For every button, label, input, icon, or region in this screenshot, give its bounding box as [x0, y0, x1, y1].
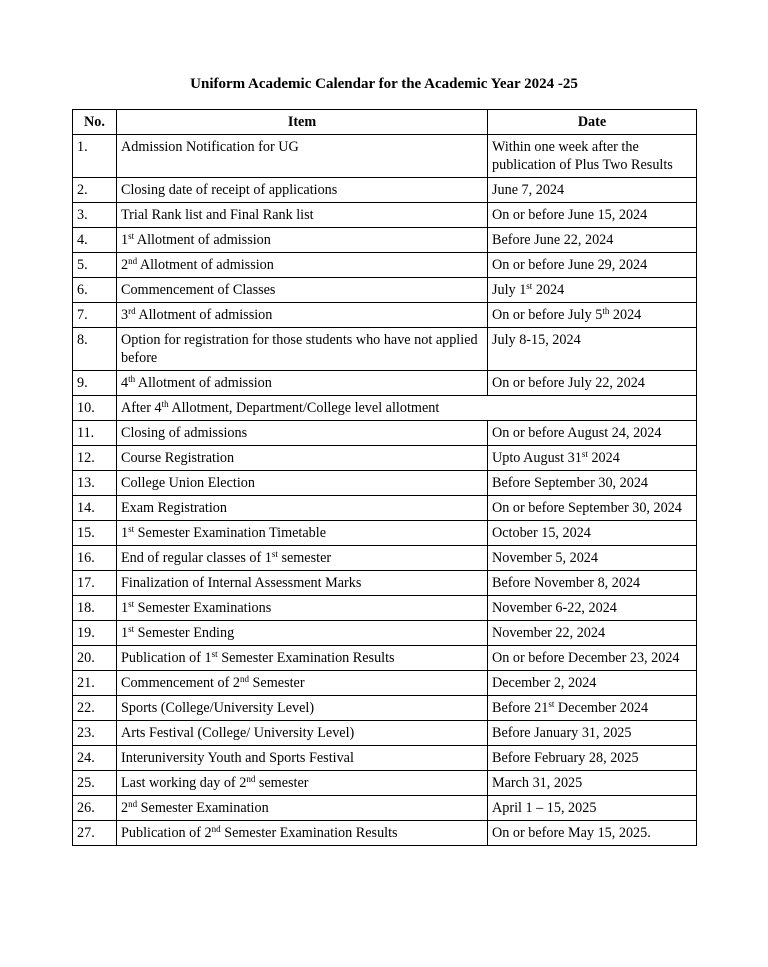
cell-text: Closing of admissions: [121, 425, 248, 441]
ordinal-suffix: nd: [128, 799, 138, 809]
row-date: [488, 671, 697, 696]
row-item: [117, 446, 488, 471]
table-row: [73, 178, 697, 203]
row-date: [488, 228, 697, 253]
row-date: [488, 496, 697, 521]
cell-text: Semester Examination Results: [220, 825, 398, 841]
row-number: 2.: [73, 178, 117, 203]
table-row: [73, 521, 697, 546]
table-row: [73, 328, 697, 371]
row-item: [117, 646, 488, 671]
ordinal-suffix: st: [128, 599, 135, 609]
table-row: [73, 621, 697, 646]
row-number: 9.: [73, 371, 117, 396]
row-item: [117, 521, 488, 546]
cell-text: Interuniversity Youth and Sports Festival: [121, 750, 354, 766]
row-date: [488, 571, 697, 596]
cell-text: On or before August 24, 2024: [492, 425, 662, 441]
ordinal-suffix: th: [128, 374, 136, 384]
cell-text: On or before May 15, 2025.: [492, 825, 651, 841]
table-row: [73, 446, 697, 471]
row-item: [117, 303, 488, 328]
row-number: 18.: [73, 596, 117, 621]
cell-text: End of regular classes of 1: [121, 550, 272, 566]
row-number: 6.: [73, 278, 117, 303]
row-number: 13.: [73, 471, 117, 496]
cell-text: Before January 31, 2025: [492, 725, 632, 741]
row-item: [117, 328, 488, 371]
row-date: [488, 203, 697, 228]
cell-text: 2024: [609, 307, 642, 323]
cell-text: Within one week after the publication of Plus Two Results: [492, 139, 673, 173]
row-number: 7.: [73, 303, 117, 328]
row-date: [488, 328, 697, 371]
table-row: [73, 746, 697, 771]
table-row: [73, 303, 697, 328]
cell-text: Semester Examinations: [134, 600, 272, 616]
row-number: 8.: [73, 328, 117, 371]
row-number: 21.: [73, 671, 117, 696]
table-row: [73, 771, 697, 796]
row-date: [488, 303, 697, 328]
header-no: No.: [73, 110, 117, 135]
cell-text: semester: [255, 775, 309, 791]
cell-text: Semester Examination Results: [217, 650, 395, 666]
row-number: 5.: [73, 253, 117, 278]
row-date: [488, 446, 697, 471]
row-date: [488, 471, 697, 496]
cell-text: Commencement of Classes: [121, 282, 276, 298]
table-row: [73, 646, 697, 671]
ordinal-suffix: st: [211, 649, 218, 659]
cell-text: Admission Notification for UG: [121, 139, 299, 155]
cell-text: July 8-15, 2024: [492, 332, 581, 348]
cell-text: Allotment of admission: [135, 375, 272, 391]
cell-text: Finalization of Internal Assessment Marks: [121, 575, 362, 591]
row-item: [117, 471, 488, 496]
row-item: [117, 721, 488, 746]
row-date: [488, 421, 697, 446]
cell-text: November 5, 2024: [492, 550, 598, 566]
cell-text: Arts Festival (College/ University Level): [121, 725, 355, 741]
ordinal-suffix: rd: [128, 306, 136, 316]
ordinal-suffix: th: [161, 399, 169, 409]
row-item: [117, 278, 488, 303]
row-item: [117, 228, 488, 253]
row-number: 23.: [73, 721, 117, 746]
cell-text: Semester Ending: [134, 625, 235, 641]
cell-text: Allotment of admission: [134, 232, 271, 248]
row-number: 16.: [73, 546, 117, 571]
table-row: [73, 821, 697, 846]
header-date: Date: [488, 110, 697, 135]
row-date: [488, 746, 697, 771]
cell-text: On or before December 23, 2024: [492, 650, 680, 666]
cell-text: Semester: [249, 675, 305, 691]
cell-text: November 22, 2024: [492, 625, 606, 641]
calendar-table: [72, 109, 697, 846]
cell-text: Allotment, Department/College level allotment: [168, 400, 440, 416]
row-item: [117, 746, 488, 771]
row-date: [488, 371, 697, 396]
header-item: Item: [117, 110, 488, 135]
row-number: 27.: [73, 821, 117, 846]
cell-text: Exam Registration: [121, 500, 227, 516]
cell-text: On or before July 22, 2024: [492, 375, 645, 391]
ordinal-suffix: nd: [246, 774, 256, 784]
cell-text: On or before September 30, 2024: [492, 500, 682, 516]
cell-text: Before September 30, 2024: [492, 475, 649, 491]
cell-text: 1: [121, 625, 129, 641]
row-item: [117, 696, 488, 721]
ordinal-suffix: st: [128, 231, 135, 241]
cell-text: Last working day of 2: [121, 775, 247, 791]
cell-text: Closing date of receipt of applications: [121, 182, 338, 198]
table-row: [73, 228, 697, 253]
row-item: [117, 596, 488, 621]
table-row: [73, 546, 697, 571]
cell-text: October 15, 2024: [492, 525, 591, 541]
row-item: [117, 796, 488, 821]
row-item: [117, 396, 697, 421]
table-row: [73, 496, 697, 521]
row-number: 22.: [73, 696, 117, 721]
table-row: [73, 696, 697, 721]
cell-text: Before February 28, 2025: [492, 750, 639, 766]
table-row: [73, 253, 697, 278]
ordinal-suffix: th: [602, 306, 610, 316]
row-number: 20.: [73, 646, 117, 671]
cell-text: 3: [121, 307, 129, 323]
cell-text: Before June 22, 2024: [492, 232, 614, 248]
row-date: [488, 621, 697, 646]
ordinal-suffix: st: [548, 699, 555, 709]
cell-text: Trial Rank list and Final Rank list: [121, 207, 314, 223]
row-date: [488, 278, 697, 303]
row-item: [117, 821, 488, 846]
row-item: [117, 546, 488, 571]
row-number: 3.: [73, 203, 117, 228]
cell-text: Option for registration for those students who have not applied before: [121, 332, 478, 366]
row-number: 4.: [73, 228, 117, 253]
cell-text: Upto August 31: [492, 450, 582, 466]
cell-text: After 4: [121, 400, 162, 416]
cell-text: March 31, 2025: [492, 775, 583, 791]
row-number: 1.: [73, 135, 117, 178]
table-row: [73, 135, 697, 178]
row-item: [117, 371, 488, 396]
cell-text: Commencement of 2: [121, 675, 240, 691]
ordinal-suffix: nd: [240, 674, 249, 684]
row-number: 25.: [73, 771, 117, 796]
document-title: Uniform Academic Calendar for the Academic Year 2024 -25: [190, 76, 578, 92]
table-row: [73, 471, 697, 496]
cell-text: Publication of 2: [121, 825, 212, 841]
row-item: [117, 178, 488, 203]
header-row: [73, 110, 697, 135]
table-row: [73, 571, 697, 596]
cell-text: 4: [121, 375, 129, 391]
cell-text: Allotment of admission: [137, 257, 274, 273]
cell-text: December 2024: [554, 700, 649, 716]
row-date: [488, 135, 697, 178]
ordinal-suffix: st: [271, 549, 278, 559]
cell-text: 1: [121, 600, 129, 616]
table-row: [73, 278, 697, 303]
row-date: [488, 178, 697, 203]
ordinal-suffix: st: [581, 449, 588, 459]
ordinal-suffix: st: [526, 281, 533, 291]
table-row: [73, 421, 697, 446]
row-date: [488, 721, 697, 746]
cell-text: November 6-22, 2024: [492, 600, 617, 616]
cell-text: June 7, 2024: [492, 182, 565, 198]
cell-text: 1: [121, 232, 129, 248]
cell-text: Semester Examination Timetable: [134, 525, 327, 541]
cell-text: Publication of 1: [121, 650, 212, 666]
row-number: 17.: [73, 571, 117, 596]
cell-text: July 1: [492, 282, 527, 298]
row-date: [488, 771, 697, 796]
row-item: [117, 621, 488, 646]
row-item: [117, 135, 488, 178]
ordinal-suffix: nd: [211, 824, 221, 834]
row-number: 19.: [73, 621, 117, 646]
table-row: [73, 396, 697, 421]
cell-text: On or before June 15, 2024: [492, 207, 648, 223]
calendar-body: [73, 135, 697, 846]
row-item: [117, 203, 488, 228]
row-item: [117, 253, 488, 278]
cell-text: Allotment of admission: [135, 307, 273, 323]
table-row: [73, 796, 697, 821]
table-row: [73, 721, 697, 746]
ordinal-suffix: nd: [128, 256, 138, 266]
cell-text: 2024: [587, 450, 620, 466]
row-item: [117, 571, 488, 596]
cell-text: On or before June 29, 2024: [492, 257, 648, 273]
row-date: [488, 796, 697, 821]
cell-text: Course Registration: [121, 450, 235, 466]
cell-text: Before November 8, 2024: [492, 575, 641, 591]
cell-text: 2024: [532, 282, 565, 298]
row-item: [117, 421, 488, 446]
cell-text: 2: [121, 257, 129, 273]
table-row: [73, 596, 697, 621]
ordinal-suffix: st: [128, 624, 135, 634]
row-number: 24.: [73, 746, 117, 771]
row-item: [117, 671, 488, 696]
row-item: [117, 771, 488, 796]
row-date: [488, 646, 697, 671]
row-item: [117, 496, 488, 521]
row-date: [488, 546, 697, 571]
row-date: [488, 696, 697, 721]
cell-text: April 1 – 15, 2025: [492, 800, 597, 816]
cell-text: College Union Election: [121, 475, 255, 491]
row-number: 14.: [73, 496, 117, 521]
table-row: [73, 203, 697, 228]
row-number: 10.: [73, 396, 117, 421]
ordinal-suffix: st: [128, 524, 135, 534]
row-number: 11.: [73, 421, 117, 446]
row-date: [488, 521, 697, 546]
cell-text: On or before July 5: [492, 307, 603, 323]
row-number: 26.: [73, 796, 117, 821]
cell-text: Before 21: [492, 700, 549, 716]
cell-text: semester: [277, 550, 332, 566]
table-row: [73, 371, 697, 396]
row-date: [488, 821, 697, 846]
cell-text: Sports (College/University Level): [121, 700, 315, 716]
row-number: 12.: [73, 446, 117, 471]
cell-text: 2: [121, 800, 129, 816]
cell-text: December 2, 2024: [492, 675, 597, 691]
cell-text: Semester Examination: [137, 800, 269, 816]
row-date: [488, 253, 697, 278]
table-row: [73, 671, 697, 696]
row-date: [488, 596, 697, 621]
cell-text: 1: [121, 525, 129, 541]
row-number: 15.: [73, 521, 117, 546]
